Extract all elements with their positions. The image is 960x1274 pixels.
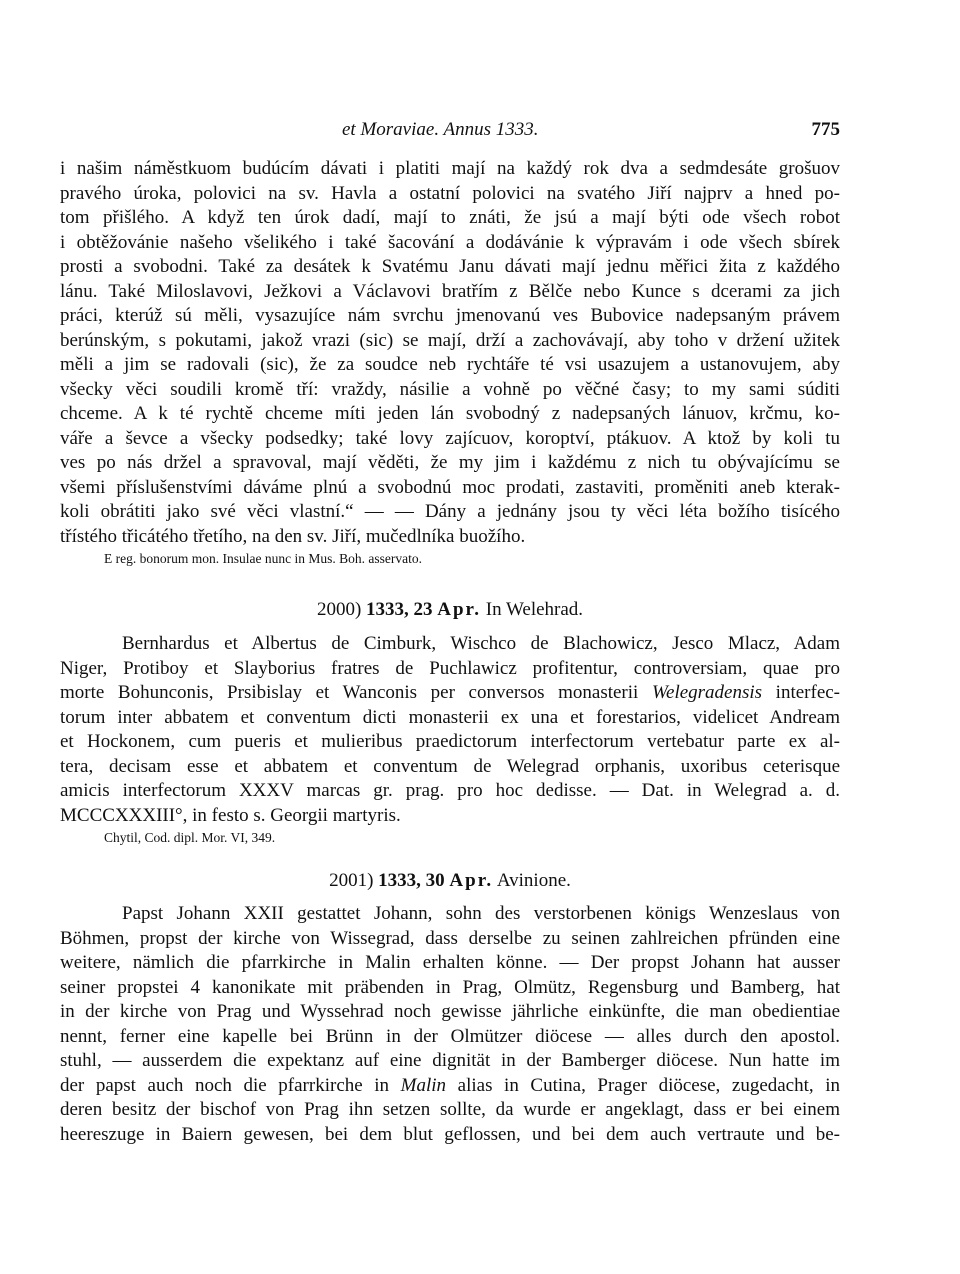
document-month: Apr. (449, 870, 494, 891)
text-line: seiner propstei 4 kanonikate mit präbenden in Prag, Olmütz, Regensburg und Bamberg, hat (60, 976, 840, 998)
document-month: Apr. (437, 599, 481, 620)
text-line: měli a jim se radovali (sic), že za soudce neb rychtáře té vsi usazujem a ustanovujem, aby (60, 354, 840, 375)
text-line: ves po nás držel a spravoval, mají věděti, že my jim i každému z nich tu obývajícímu se (60, 452, 840, 473)
text-line: třístého třicátého třetího, na den sv. Jiří, mučedlníka buožího. (60, 525, 526, 547)
text-segment: morte Bohunconis, Prsibislay et Wanconis per conversos monasterii (60, 682, 639, 703)
page-number: 775 (811, 119, 840, 140)
text-line: všemi příslušenstvími dáváme plnú a svobodnú moc prodati, zastaviti, proměniti aneb kterak- (60, 476, 840, 498)
text-line: stuhl, — ausserdem die expektanz auf eine dignität in der Bamberger diöcese. Nun hatte im (60, 1050, 840, 1071)
text-line: nennt, ferner eine kapelle bei Brünn in der Olmützer diöcese — alles durch den apostol. (60, 1025, 840, 1047)
text-line: in der kirche von Prag und Wyssehrad noch gewisse jährliche einkünfte, die man obedientiae (60, 1001, 840, 1022)
text-line: prosti a svobodni. Také za desátek k Svatému Janu dávati mají jednu měřici žita z každého (60, 256, 840, 277)
text-line: pravého úroka, polovici na sv. Havla a ostatní polovici na svatého Jiří najprv a hned po- (60, 182, 840, 204)
text-line: berúnským, s pokutami, jakož vrazi (sic) se mají, drží a zachovávají, aby toho v držení užitek (60, 329, 840, 351)
text-line: heereszuge in Baiern gewesen, bei dem blut geflossen, und bei dem auch vertraute und be- (60, 1123, 840, 1145)
document-number: 2000) (316, 599, 362, 620)
place-name-italic: Malin (400, 1074, 447, 1096)
source-note: Chytil, Cod. dipl. Mor. VI, 349. (104, 830, 276, 845)
document-2000-text (60, 632, 840, 848)
text-line: amicis interfectorum XXXV marcas gr. prag. pro hoc dedisse. — Dat. in Welegrad a. d. (60, 780, 840, 801)
text-line: deren besitz der bischof von Prag ihn setzen sollte, da wurde er angeklagt, dass er bei einem (60, 1099, 840, 1120)
text-line: MCCCXXXIII°, in festo s. Georgii martyris. (60, 804, 401, 826)
text-line: koli obrátiti jako své věci vlastní.“ — — Dány a jednány jsou ty věci léta božího tisícého (60, 501, 840, 522)
text-line: Bernhardus et Albertus de Cimburk, Wischco de Blachowicz, Jesco Mlacz, Adam (122, 633, 840, 654)
running-title: et Moraviae. Annus 1333. (342, 119, 539, 140)
source-note: E reg. bonorum mon. Insulae nunc in Mus. Boh. asservato. (104, 551, 422, 566)
place-name-italic: Welegradensis (651, 682, 763, 703)
text-line: všecky věci soudili kromě tří: vraždy, násilie a vohně po věčné časy; to my sami súditi (60, 378, 840, 400)
previous-document-text (60, 157, 840, 569)
text-line: Niger, Protiboy et Slayborius fratres de Puchlawicz profitentur, controversiam, quae pro (60, 657, 840, 679)
text-line (60, 681, 840, 706)
text-line: Böhmen, propst der kirche von Wissegrad, dass derselbe zu seinen zahlreichen pfründen eine (60, 927, 840, 949)
text-line: torum inter abbatem et conventum dicti monasterii ex una et forestarios, videlicet Andream (60, 706, 840, 728)
text-line: lánu. Také Miloslavovi, Ježkovi a Václavovi bratřím z Bělče nebo Kunce s dcerami za jich (60, 280, 840, 302)
text-line: i našim náměstkuom budúcím dávati i platiti mají na každý rok dva a sedmdesáte grošuov (60, 158, 840, 179)
document-place: Avinione. (496, 870, 571, 891)
text-line: práci, kterúž sú měli, vysazujíce nám svrchu jmenovanú ves Bubovice nadepsaným právem (60, 305, 840, 326)
document-place: In Welehrad. (485, 599, 584, 620)
document-2001-text (60, 902, 840, 1147)
text-line: chceme. A k té rychtě chceme míti jeden lán svobodný z nadepsaných lánuov, krčmu, ko- (60, 403, 840, 424)
text-segment: interfec- (775, 682, 841, 703)
text-line: Papst Johann XXII gestattet Johann, sohn des verstorbenen königs Wenzeslaus von (122, 903, 840, 924)
text-line: weitere, nämlich die pfarrkirche in Malin erhalten könne. — Der propst Johann hat ausser (60, 952, 840, 973)
text-segment: alias in Cutina, Prager diöcese, zugedacht, in (457, 1074, 841, 1096)
document-2001-heading (60, 868, 840, 894)
text-line: i obtěžovánie našeho všelikého i také šacování a dodávánie k výpravám i ode všech sbírek (60, 231, 840, 253)
document-number: 2001) (329, 870, 374, 891)
document-2000-heading (60, 597, 840, 623)
text-segment: der papst auch noch die pfarrkirche in (60, 1074, 390, 1096)
document-date: 1333, 23 (366, 599, 433, 620)
text-line (60, 1074, 840, 1099)
document-date: 1333, 30 (378, 870, 445, 891)
text-line: tom přišlého. A když ten úrok dadí, mají to znáti, že jsú a mají býti ode všech robot (60, 207, 840, 228)
text-line: tera, decisam esse et abbatem et conventum de Welegrad orphanis, uxoribus ceterisque (60, 755, 840, 777)
text-line: et Hockonem, cum pueris et mulieribus praedictorum interfectorum vertebatur parte ex al- (60, 731, 840, 752)
text-line: váře a ševce a všecky podsedky; také lovy zajícuov, koroptví, ptákuov. A ktož by koli tu (60, 427, 840, 449)
